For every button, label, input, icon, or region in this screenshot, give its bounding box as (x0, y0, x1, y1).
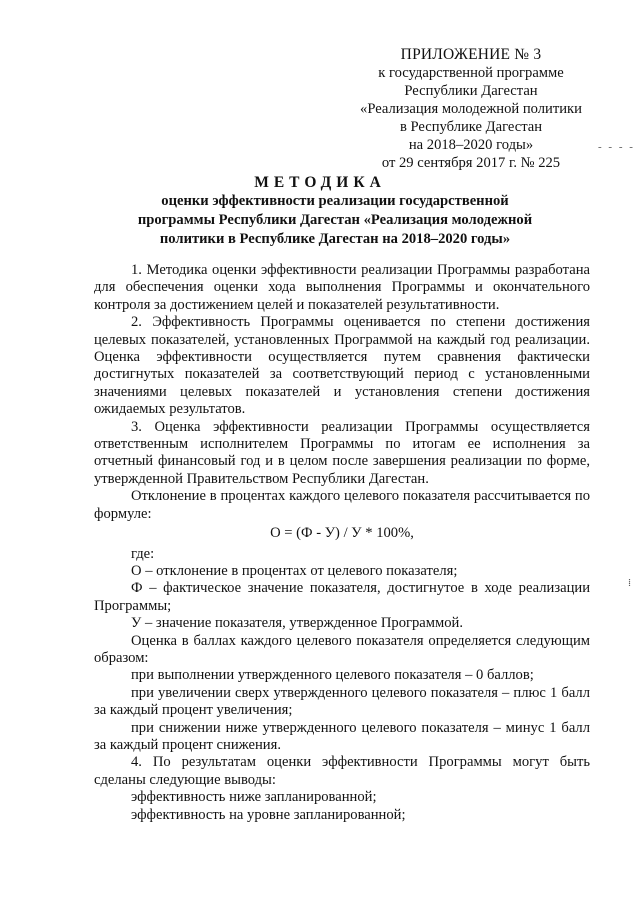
appendix-line: Республики Дагестан (404, 83, 538, 99)
definition-o: О – отклонение в процентах от целевого показателя; (131, 562, 458, 579)
score-rule-zero: при выполнении утвержденного целевого показателя – 0 баллов; (131, 667, 534, 684)
paragraph-2: 2. Эффективность Программы оценивается по степени достижения целевых показателей, установленных Программой на каждый год реализации. Оценка эффективности осуществляется путем сравнения фактически достигнутых показателей за соответствующий период с установленными значениями целевых показателей и установления степени достижения ожидаемых результатов. (94, 314, 590, 418)
appendix-header (352, 46, 590, 172)
deviation-intro: Отклонение в процентах каждого целевого показателя рассчитывается по формуле: (94, 488, 590, 522)
score-intro: Оценка в баллах каждого целевого показателя определяется следующим образом: (94, 632, 590, 666)
score-rule-minus: при снижении ниже утвержденного целевого показателя – минус 1 балл за каждый процент снижения. (94, 719, 590, 753)
appendix-line: «Реализация молодежной политики (360, 101, 582, 117)
document-subtitle (95, 192, 575, 249)
scan-artifact: - - - - (598, 141, 635, 153)
paragraph-4: 4. По результатам оценки эффективности Программы могут быть сделаны следующие выводы: (94, 754, 590, 788)
appendix-number: ПРИЛОЖЕНИЕ № 3 (400, 46, 542, 63)
scan-artifact: ⁞ (628, 577, 632, 589)
conclusion-below: эффективность ниже запланированной; (131, 789, 377, 806)
document-title: МЕТОДИКА (254, 174, 386, 191)
paragraph-1: 1. Методика оценки эффективности реализации Программы разработана для обеспечения оценки хода выполнения Программы и окончательного контроля за достижением целей и показателей результативности. (94, 262, 590, 313)
appendix-date: от 29 сентября 2017 г. № 225 (381, 155, 561, 171)
subtitle-line: оценки эффективности реализации государственной (161, 193, 509, 209)
conclusion-planned: эффективность на уровне запланированной; (131, 806, 406, 823)
where-label: где: (131, 545, 155, 562)
appendix-line: на 2018–2020 годы» (408, 137, 534, 153)
definition-f: Ф – фактическое значение показателя, достигнутое в ходе реализации Программы; (94, 580, 590, 614)
subtitle-line: программы Республики Дагестан «Реализация молодежной (137, 212, 533, 228)
paragraph-3: 3. Оценка эффективности реализации Программы осуществляется ответственным исполнителем Программы по итогам ее исполнения за отчетный финансовый год и в целом после завершения реализации по форме, утвержденной Правительством Республики Дагестан. (94, 418, 590, 487)
score-rule-plus: при увеличении сверх утвержденного целевого показателя – плюс 1 балл за каждый процент увеличения; (94, 684, 590, 719)
appendix-line: в Республике Дагестан (399, 119, 543, 135)
appendix-line: к государственной программе (378, 65, 564, 81)
definition-u: У – значение показателя, утвержденное Программой. (131, 615, 464, 632)
subtitle-line: политики в Республике Дагестан на 2018–2020 годы» (159, 231, 511, 247)
formula: О = (Ф - У) / У * 100%, (270, 525, 414, 542)
document-body (94, 262, 590, 824)
